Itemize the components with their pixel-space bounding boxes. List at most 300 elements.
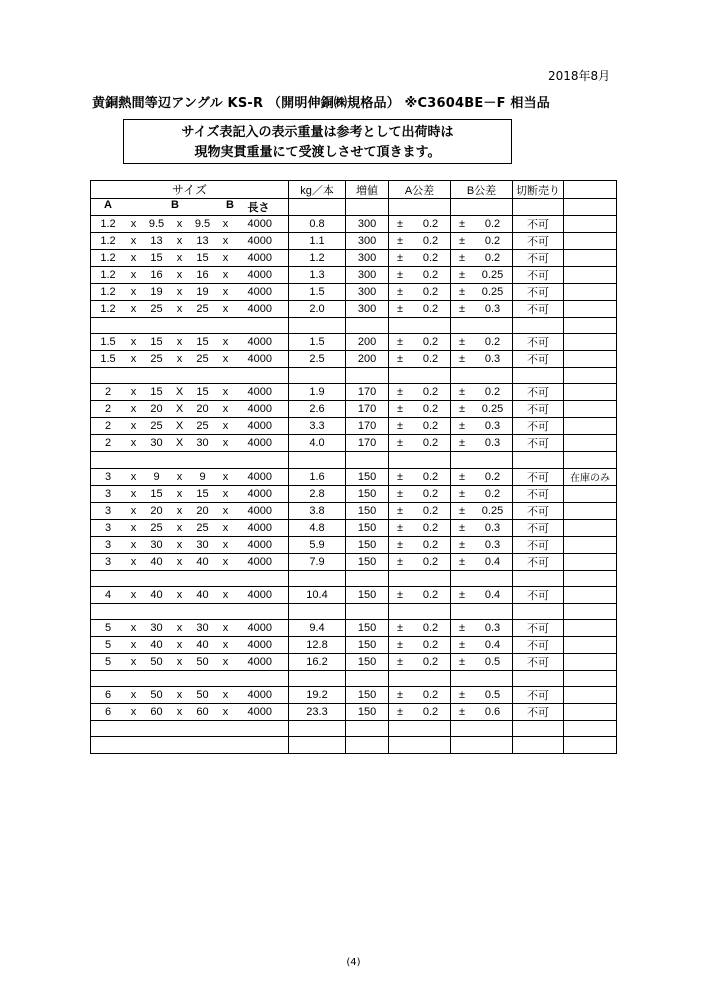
weight-cell — [289, 452, 346, 468]
sep: x — [222, 521, 229, 534]
plus-minus: ± — [396, 420, 404, 433]
b-tolerance-cell — [451, 619, 513, 636]
sep: x — [130, 386, 137, 399]
b-tolerance-cell — [451, 216, 513, 233]
size-cell — [91, 301, 289, 318]
note-cell — [564, 216, 617, 233]
weight-cell: 2.0 — [289, 301, 346, 318]
tolerance-value: 0.6 — [484, 706, 501, 719]
b-tolerance-cell — [451, 401, 513, 418]
note-cell — [564, 452, 617, 468]
markup-cell: 150 — [346, 653, 389, 670]
header-b-tolerance: B公差 — [451, 181, 513, 199]
sep: x — [130, 403, 137, 416]
note-cell — [564, 485, 617, 502]
markup-cell — [346, 452, 389, 468]
markup-cell: 150 — [346, 553, 389, 570]
cut-sale-cell — [513, 452, 564, 468]
side-b: 50 — [196, 655, 209, 668]
table-row — [91, 721, 617, 737]
tolerance-value: 0.5 — [484, 655, 501, 668]
cut-sale-cell — [513, 737, 564, 753]
length: 4000 — [247, 588, 272, 601]
weight-cell: 1.5 — [289, 334, 346, 351]
b-tolerance-cell — [451, 250, 513, 267]
note-cell — [564, 435, 617, 452]
sep: x — [176, 353, 183, 366]
sep: x — [176, 689, 183, 702]
tolerance-value: 0.3 — [484, 621, 501, 634]
plus-minus: ± — [458, 689, 466, 702]
sep: x — [176, 504, 183, 517]
side-b: 15 — [196, 336, 209, 349]
table-row — [91, 468, 617, 485]
weight-cell: 1.2 — [289, 250, 346, 267]
side-a: 15 — [150, 336, 163, 349]
side-b: 20 — [196, 504, 209, 517]
tolerance-value: 0.4 — [484, 588, 501, 601]
length: 4000 — [247, 487, 272, 500]
side-b: 25 — [196, 420, 209, 433]
weight-cell — [289, 318, 346, 334]
note-cell — [564, 519, 617, 536]
tolerance-value: 0.2 — [422, 420, 439, 433]
cut-sale-cell — [513, 570, 564, 586]
weight-cell: 12.8 — [289, 636, 346, 653]
thickness: 5 — [104, 638, 112, 651]
note-cell — [564, 653, 617, 670]
table-row — [91, 418, 617, 435]
sep: x — [222, 420, 229, 433]
table-row — [91, 653, 617, 670]
markup-cell — [346, 721, 389, 737]
tolerance-value: 0.2 — [422, 487, 439, 500]
cut-sale-cell: 不可 — [513, 687, 564, 704]
tolerance-value: 0.3 — [484, 437, 501, 450]
side-a: 25 — [150, 420, 163, 433]
table-row — [91, 452, 617, 468]
sep: x — [176, 235, 183, 247]
header-a-tolerance: A公差 — [389, 181, 451, 199]
size-cell — [91, 418, 289, 435]
markup-cell: 150 — [346, 636, 389, 653]
side-a: 30 — [150, 538, 163, 551]
side-b: 60 — [196, 706, 209, 719]
side-a: 50 — [150, 655, 163, 668]
sep: x — [222, 286, 229, 298]
length: 4000 — [247, 218, 272, 230]
b-tolerance-cell — [451, 653, 513, 670]
b-tolerance-cell — [451, 233, 513, 250]
thickness: 3 — [104, 521, 112, 534]
note-cell — [564, 418, 617, 435]
weight-cell: 1.9 — [289, 384, 346, 401]
note-cell — [564, 368, 617, 384]
plus-minus: ± — [458, 286, 466, 298]
note-cell — [564, 603, 617, 619]
header-size: サイズ — [91, 181, 289, 199]
tolerance-value: 0.2 — [422, 538, 439, 551]
table-row — [91, 267, 617, 284]
length: 4000 — [247, 303, 272, 315]
note-cell — [564, 553, 617, 570]
plus-minus: ± — [458, 336, 466, 349]
side-b: 15 — [196, 386, 209, 399]
sep: x — [222, 655, 229, 668]
sep: x — [130, 286, 137, 298]
side-a: 40 — [150, 555, 163, 568]
size-cell — [91, 653, 289, 670]
sep: x — [176, 638, 183, 651]
size-cell — [91, 435, 289, 452]
size-cell — [91, 368, 289, 384]
markup-cell — [346, 670, 389, 686]
note-cell — [564, 318, 617, 334]
length: 4000 — [247, 437, 272, 450]
notice-box — [123, 119, 512, 164]
a-tolerance-cell — [389, 603, 451, 619]
a-tolerance-cell — [389, 318, 451, 334]
sep: x — [222, 487, 229, 500]
b-tolerance-cell — [451, 468, 513, 485]
size-cell — [91, 737, 289, 753]
sep: x — [130, 487, 137, 500]
table-row — [91, 553, 617, 570]
page-title: 黄銅熱間等辺アングル KS-R （開明伸銅㈱規格品） ※C3604BE－F 相当品 — [92, 96, 551, 111]
b-tolerance-cell — [451, 586, 513, 603]
table-row — [91, 216, 617, 233]
a-tolerance-cell — [389, 737, 451, 753]
b-tolerance-cell — [451, 418, 513, 435]
b-tolerance-cell — [451, 452, 513, 468]
subheader-b1: B — [171, 199, 179, 211]
plus-minus: ± — [458, 521, 466, 534]
side-a: 30 — [150, 437, 163, 450]
sep: x — [222, 252, 229, 264]
length: 4000 — [247, 235, 272, 247]
sep: x — [176, 621, 183, 634]
sep: x — [222, 638, 229, 651]
tolerance-value: 0.2 — [422, 252, 439, 264]
sep: x — [222, 403, 229, 416]
thickness: 6 — [104, 706, 112, 719]
size-cell — [91, 670, 289, 686]
side-a: 25 — [150, 303, 163, 315]
markup-cell: 150 — [346, 519, 389, 536]
b-tolerance-cell — [451, 485, 513, 502]
table-row — [91, 502, 617, 519]
side-b: 25 — [196, 303, 209, 315]
markup-cell: 150 — [346, 704, 389, 721]
size-cell — [91, 351, 289, 368]
tolerance-value: 0.2 — [484, 218, 501, 230]
thickness: 3 — [104, 538, 112, 551]
side-a: 15 — [150, 487, 163, 500]
cut-sale-cell: 不可 — [513, 435, 564, 452]
sep: x — [222, 218, 229, 230]
sep: x — [176, 521, 183, 534]
plus-minus: ± — [458, 555, 466, 568]
tolerance-value: 0.25 — [481, 286, 504, 298]
size-cell — [91, 570, 289, 586]
thickness: 1.2 — [100, 235, 116, 247]
cut-sale-cell: 不可 — [513, 301, 564, 318]
sep: x — [222, 470, 229, 483]
length: 4000 — [247, 521, 272, 534]
note-cell — [564, 737, 617, 753]
plus-minus: ± — [458, 487, 466, 500]
sep: x — [176, 538, 183, 551]
markup-cell: 200 — [346, 351, 389, 368]
side-b: 40 — [196, 638, 209, 651]
tolerance-value: 0.25 — [481, 504, 504, 517]
cut-sale-cell: 不可 — [513, 216, 564, 233]
size-cell — [91, 553, 289, 570]
size-cell — [91, 267, 289, 284]
side-a: 20 — [150, 504, 163, 517]
table-row — [91, 687, 617, 704]
note-cell: 在庫のみ — [564, 468, 617, 485]
tolerance-value: 0.2 — [422, 403, 439, 416]
cut-sale-cell: 不可 — [513, 334, 564, 351]
tolerance-value: 0.2 — [422, 218, 439, 230]
thickness: 5 — [104, 655, 112, 668]
size-cell — [91, 603, 289, 619]
tolerance-value: 0.2 — [484, 386, 501, 399]
plus-minus: ± — [396, 689, 404, 702]
b-tolerance-cell — [451, 267, 513, 284]
table-row — [91, 570, 617, 586]
plus-minus: ± — [396, 386, 404, 399]
length: 4000 — [247, 538, 272, 551]
weight-cell: 1.5 — [289, 284, 346, 301]
cut-sale-cell: 不可 — [513, 653, 564, 670]
plus-minus: ± — [458, 470, 466, 483]
tolerance-value: 0.3 — [484, 303, 501, 315]
plus-minus: ± — [396, 470, 404, 483]
sep: x — [130, 336, 137, 349]
side-a: 50 — [150, 689, 163, 702]
b-tolerance-cell — [451, 519, 513, 536]
a-tolerance-cell — [389, 653, 451, 670]
tolerance-value: 0.2 — [422, 706, 439, 719]
note-cell — [564, 301, 617, 318]
markup-cell: 300 — [346, 301, 389, 318]
length: 4000 — [247, 336, 272, 349]
note-cell — [564, 704, 617, 721]
header-weight: kg／本 — [289, 181, 346, 199]
sep: x — [176, 706, 183, 719]
weight-cell: 9.4 — [289, 619, 346, 636]
thickness: 2 — [104, 386, 112, 399]
tolerance-value: 0.2 — [422, 386, 439, 399]
a-tolerance-cell — [389, 485, 451, 502]
b-tolerance-cell — [451, 284, 513, 301]
table-row — [91, 737, 617, 753]
table-row — [91, 704, 617, 721]
length: 4000 — [247, 706, 272, 719]
note-cell — [564, 670, 617, 686]
cut-sale-cell — [513, 670, 564, 686]
cut-sale-cell: 不可 — [513, 586, 564, 603]
sep: x — [222, 706, 229, 719]
length: 4000 — [247, 689, 272, 702]
sep: x — [176, 303, 183, 315]
plus-minus: ± — [396, 655, 404, 668]
weight-cell: 1.3 — [289, 267, 346, 284]
sep: x — [222, 336, 229, 349]
length: 4000 — [247, 403, 272, 416]
weight-cell: 7.9 — [289, 553, 346, 570]
thickness: 3 — [104, 487, 112, 500]
sep: x — [130, 252, 137, 264]
weight-cell: 3.3 — [289, 418, 346, 435]
weight-cell: 0.8 — [289, 216, 346, 233]
length: 4000 — [247, 269, 272, 281]
size-table — [90, 180, 617, 754]
side-a: 15 — [150, 386, 163, 399]
weight-cell: 19.2 — [289, 687, 346, 704]
side-a: 20 — [150, 403, 163, 416]
markup-cell — [346, 318, 389, 334]
a-tolerance-cell — [389, 368, 451, 384]
b-tolerance-cell — [451, 334, 513, 351]
weight-cell: 5.9 — [289, 536, 346, 553]
cut-sale-cell — [513, 368, 564, 384]
tolerance-value: 0.3 — [484, 538, 501, 551]
weight-cell: 4.8 — [289, 519, 346, 536]
plus-minus: ± — [458, 353, 466, 366]
table-header-row — [91, 181, 617, 199]
weight-cell: 2.6 — [289, 401, 346, 418]
cut-sale-cell: 不可 — [513, 553, 564, 570]
size-cell — [91, 452, 289, 468]
table-row — [91, 301, 617, 318]
table-row — [91, 284, 617, 301]
weight-cell: 23.3 — [289, 704, 346, 721]
note-cell — [564, 267, 617, 284]
note-cell — [564, 721, 617, 737]
side-b: 15 — [196, 487, 209, 500]
tolerance-value: 0.4 — [484, 555, 501, 568]
a-tolerance-cell — [389, 435, 451, 452]
plus-minus: ± — [396, 286, 404, 298]
sep: x — [222, 437, 229, 450]
cut-sale-cell: 不可 — [513, 284, 564, 301]
table-row — [91, 384, 617, 401]
weight-cell — [289, 570, 346, 586]
plus-minus: ± — [458, 403, 466, 416]
cut-sale-cell — [513, 603, 564, 619]
plus-minus: ± — [396, 487, 404, 500]
size-cell — [91, 704, 289, 721]
sep: x — [222, 588, 229, 601]
size-cell — [91, 318, 289, 334]
table-row — [91, 318, 617, 334]
plus-minus: ± — [396, 504, 404, 517]
plus-minus: ± — [458, 437, 466, 450]
markup-cell: 170 — [346, 401, 389, 418]
note-cell — [564, 687, 617, 704]
plus-minus: ± — [396, 437, 404, 450]
size-cell — [91, 284, 289, 301]
side-a: 19 — [150, 286, 163, 298]
weight-cell — [289, 737, 346, 753]
size-cell — [91, 216, 289, 233]
plus-minus: ± — [396, 269, 404, 281]
table-row — [91, 636, 617, 653]
a-tolerance-cell — [389, 301, 451, 318]
subheader-size-columns — [91, 199, 289, 216]
b-tolerance-cell — [451, 318, 513, 334]
side-b: 25 — [196, 521, 209, 534]
side-a: 40 — [150, 638, 163, 651]
markup-cell: 150 — [346, 468, 389, 485]
side-a: 25 — [150, 353, 163, 366]
plus-minus: ± — [396, 538, 404, 551]
note-cell — [564, 619, 617, 636]
cut-sale-cell: 不可 — [513, 536, 564, 553]
note-cell — [564, 536, 617, 553]
weight-cell — [289, 603, 346, 619]
sep: x — [130, 689, 137, 702]
side-b: 19 — [196, 286, 209, 298]
sep: x — [222, 353, 229, 366]
note-cell — [564, 233, 617, 250]
b-tolerance-cell — [451, 687, 513, 704]
cut-sale-cell: 不可 — [513, 401, 564, 418]
plus-minus: ± — [396, 521, 404, 534]
thickness: 1.2 — [100, 218, 116, 230]
weight-cell — [289, 368, 346, 384]
sep: x — [176, 336, 183, 349]
cut-sale-cell: 不可 — [513, 267, 564, 284]
cut-sale-cell: 不可 — [513, 233, 564, 250]
note-cell — [564, 502, 617, 519]
plus-minus: ± — [458, 420, 466, 433]
tolerance-value: 0.25 — [481, 269, 504, 281]
markup-cell: 150 — [346, 619, 389, 636]
tolerance-value: 0.2 — [484, 235, 501, 247]
tolerance-value: 0.2 — [422, 638, 439, 651]
sep: x — [222, 504, 229, 517]
size-cell — [91, 586, 289, 603]
sep: x — [130, 303, 137, 315]
markup-cell: 200 — [346, 334, 389, 351]
a-tolerance-cell — [389, 687, 451, 704]
sep: x — [130, 420, 137, 433]
sep: x — [222, 386, 229, 399]
note-cell — [564, 586, 617, 603]
plus-minus: ± — [396, 303, 404, 315]
plus-minus: ± — [458, 706, 466, 719]
sep: x — [222, 538, 229, 551]
b-tolerance-cell — [451, 301, 513, 318]
plus-minus: ± — [458, 386, 466, 399]
a-tolerance-cell — [389, 250, 451, 267]
b-tolerance-cell — [451, 368, 513, 384]
thickness: 3 — [104, 555, 112, 568]
side-b: 30 — [196, 538, 209, 551]
plus-minus: ± — [458, 638, 466, 651]
side-b: 30 — [196, 621, 209, 634]
b-tolerance-cell — [451, 670, 513, 686]
a-tolerance-cell — [389, 670, 451, 686]
plus-minus: ± — [396, 706, 404, 719]
b-tolerance-cell — [451, 435, 513, 452]
plus-minus: ± — [458, 303, 466, 315]
markup-cell: 300 — [346, 250, 389, 267]
